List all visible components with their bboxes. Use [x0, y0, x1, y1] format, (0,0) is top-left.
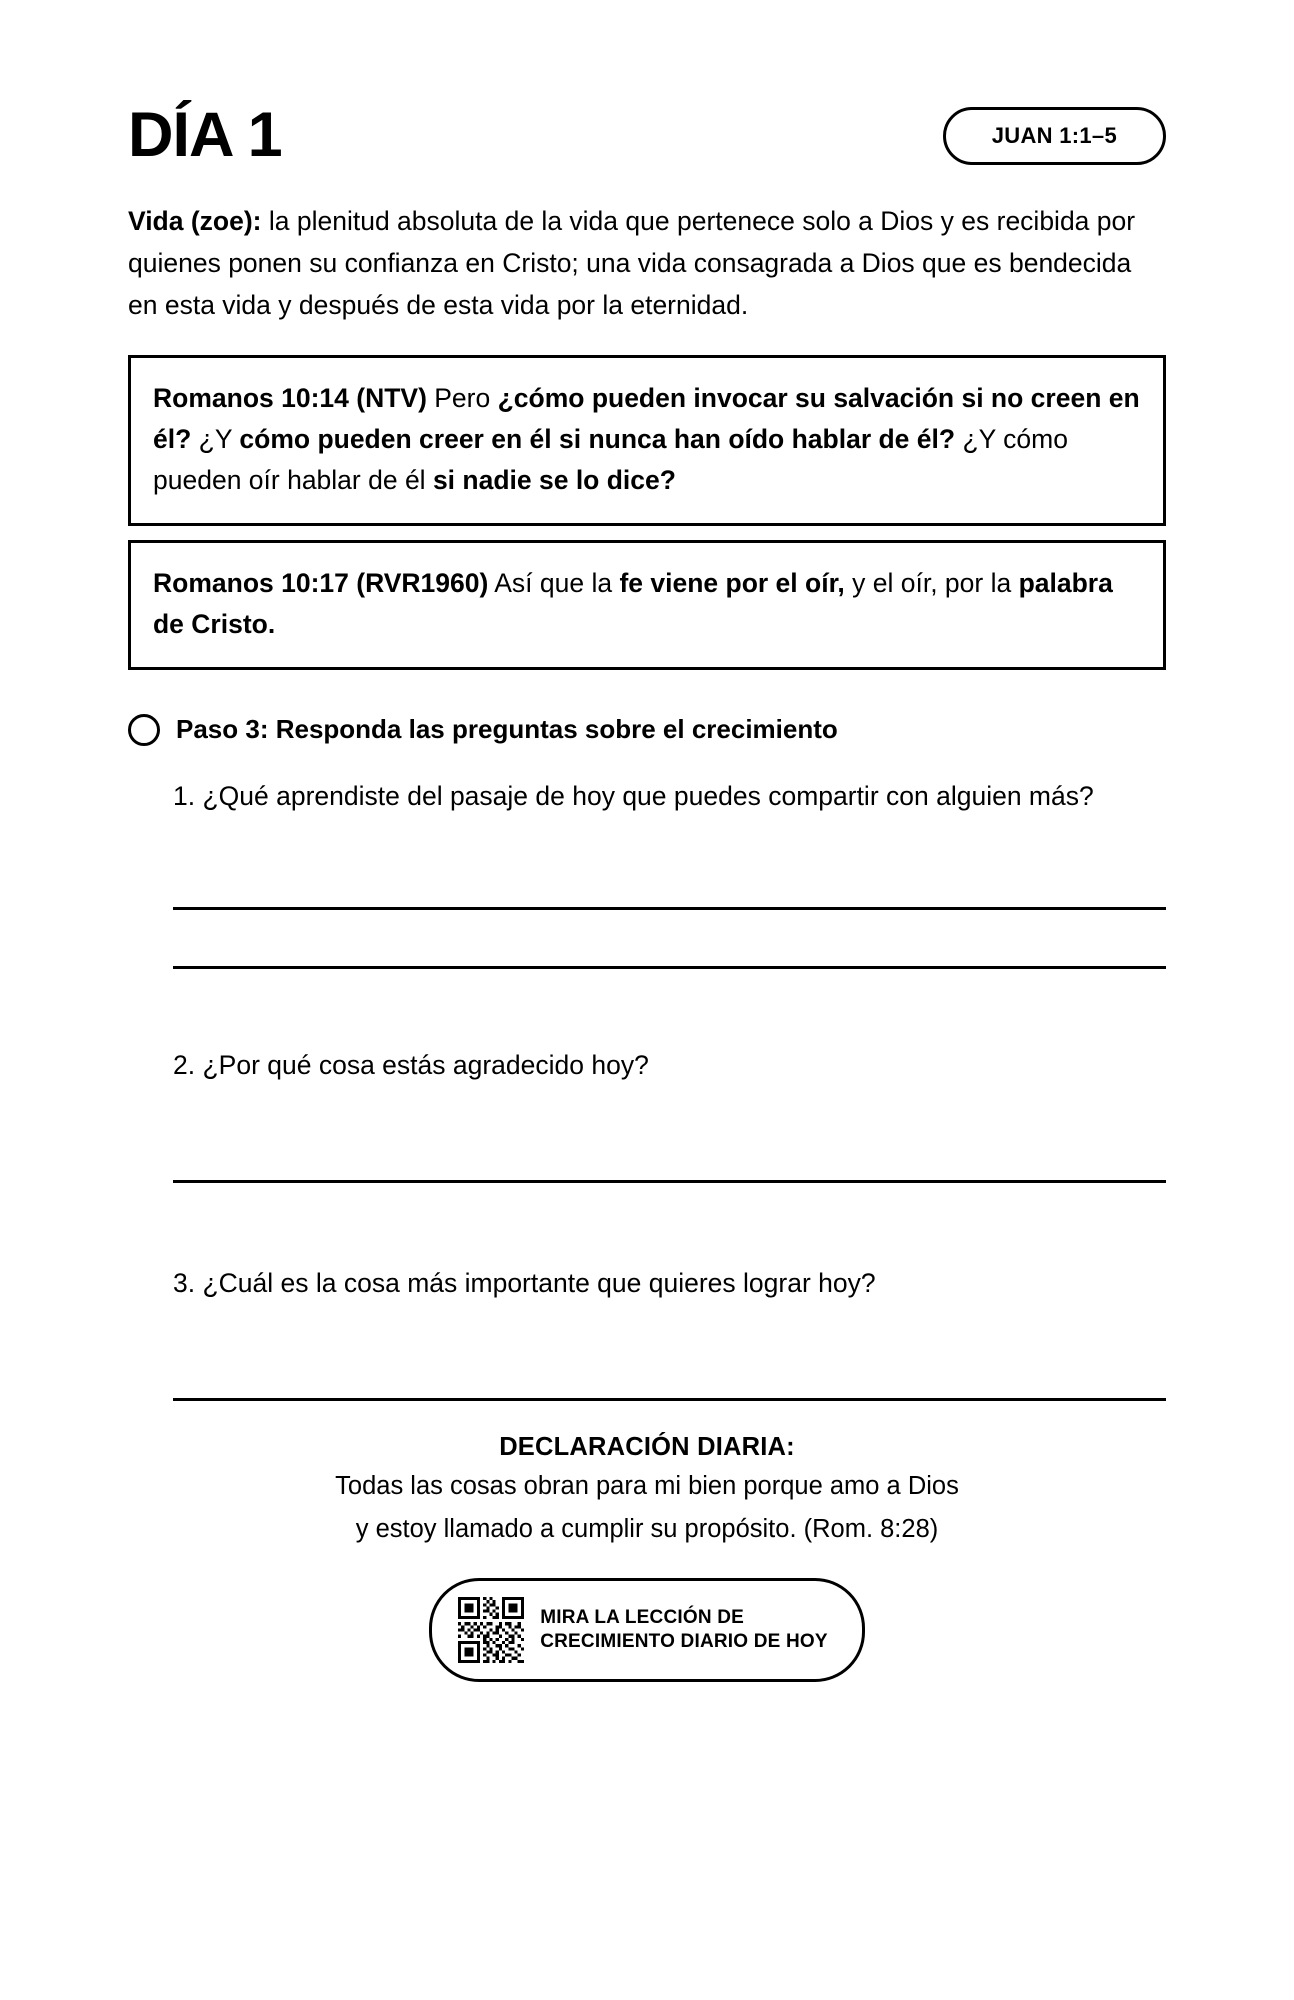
step-3-label: Paso 3: Responda las preguntas sobre el crecimiento [176, 714, 838, 745]
declaration-line-2: y estoy llamado a cumplir su propósito. (Rom. 8:28) [355, 1515, 939, 1544]
answer-line[interactable] [173, 1342, 1166, 1401]
verse-text-part: y el oír, por la [844, 567, 1019, 598]
declaration-line-1: Todas las cosas obran para mi bien porque amo a Dios [335, 1472, 959, 1501]
definition-term: Vida (zoe): [128, 206, 262, 236]
verse-text-part: Así que la [488, 567, 620, 598]
declaration-title: DECLARACIÓN DIARIA: [499, 1433, 795, 1462]
daily-declaration [128, 1433, 1166, 1548]
verse-text-part: ¿Y cómo pueden oír hablar de él [153, 423, 1068, 495]
step-3-row [128, 714, 1166, 746]
qr-code-icon [458, 1597, 524, 1663]
verse-text-bold: fe viene por el oír, [619, 567, 845, 598]
verse-text-part: Pero [426, 382, 498, 413]
definition-text: la plenitud absoluta de la vida que pertenece solo a Dios y es recibida por quienes ponen su confianza en Cristo; una vida consagrada a Dios que es bendecida en esta vida y después de esta vida por la eternidad. [128, 206, 1136, 320]
scripture-reference-badge: JUAN 1:1–5 [943, 107, 1166, 165]
verse-text-bold: cómo pueden creer en él si nunca han oído hablar de él? [239, 423, 956, 454]
answer-area-question-2[interactable] [173, 1124, 1166, 1183]
verse-text-part: ¿Y [191, 423, 240, 454]
verse-citation: Romanos 10:17 (RVR1960) [153, 567, 489, 598]
page-title: DÍA 1 [128, 100, 282, 170]
answer-area-question-1[interactable] [173, 851, 1166, 969]
answer-line[interactable] [173, 1124, 1166, 1183]
verse-text-bold: ¿cómo pueden invocar su salvación si no creen en él? [153, 382, 1140, 454]
answer-area-question-3[interactable] [173, 1342, 1166, 1401]
verse-box-romans-10-14 [128, 355, 1166, 526]
checkbox-circle-icon[interactable] [128, 714, 160, 746]
verse-text-bold: palabra de Cristo. [153, 567, 1113, 639]
qr-label [540, 1606, 828, 1654]
qr-label-line-1: MIRA LA LECCIÓN DE [540, 1607, 745, 1629]
question-1-text: 1. ¿Qué aprendiste del pasaje de hoy que puedes compartir con alguien más? [173, 780, 1094, 811]
qr-label-line-2: CRECIMIENTO DIARIO DE HOY [540, 1631, 828, 1653]
verse-citation: Romanos 10:14 (NTV) [153, 382, 427, 413]
qr-lesson-button[interactable] [429, 1578, 865, 1682]
question-2-text: 2. ¿Por qué cosa estás agradecido hoy? [173, 1049, 649, 1080]
page-header [128, 0, 1166, 170]
verse-text-bold: si nadie se lo dice? [432, 464, 676, 495]
answer-line[interactable] [173, 851, 1166, 910]
qr-callout-wrapper [128, 1578, 1166, 1682]
question-3-text: 3. ¿Cuál es la cosa más importante que quieres lograr hoy? [173, 1268, 876, 1299]
answer-line[interactable] [173, 910, 1166, 969]
definition-paragraph [128, 201, 1158, 327]
verse-box-romans-10-17 [128, 540, 1166, 670]
